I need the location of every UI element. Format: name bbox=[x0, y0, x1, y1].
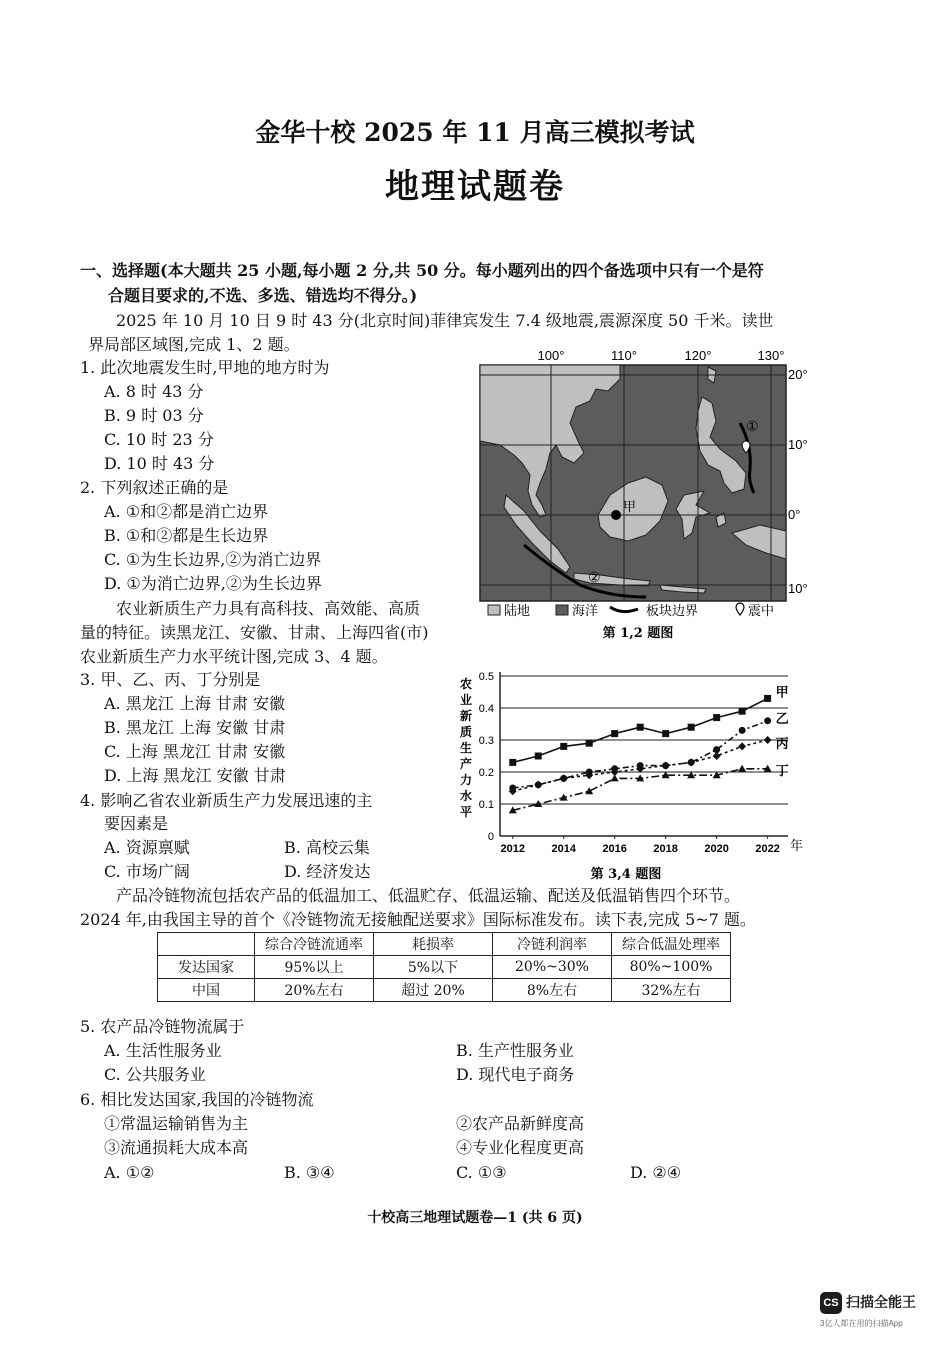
table-row bbox=[158, 979, 731, 1002]
lon-label: 130° bbox=[757, 348, 785, 363]
q2-option-a: A. ①和②都是消亡边界 bbox=[104, 502, 269, 521]
map-area bbox=[480, 365, 786, 601]
q5-stem: 5. 农产品冷链物流属于 bbox=[80, 1017, 245, 1036]
q1-option-a: A. 8 时 43 分 bbox=[104, 382, 204, 401]
legend-land-label: 陆地 bbox=[504, 604, 531, 619]
data-point-丙 bbox=[662, 762, 670, 770]
data-point-丙 bbox=[534, 781, 542, 789]
q5-option-d: D. 现代电子商务 bbox=[456, 1065, 575, 1084]
x-tick-labels bbox=[501, 836, 780, 855]
table-header-cell: 耗损率 bbox=[374, 933, 493, 956]
section-instruction-line1: 一、选择题(本大题共 25 小题,每小题 2 分,共 50 分。每小题列出的四个备选项中只有一个是符 bbox=[80, 261, 764, 280]
table-cell: 32%左右 bbox=[612, 979, 731, 1002]
data-point-甲 bbox=[535, 753, 542, 760]
map-figure bbox=[470, 345, 808, 645]
y-axis-title-char: 产 bbox=[460, 757, 473, 771]
x-axis-label: 年 bbox=[790, 839, 804, 854]
table-header-cell bbox=[158, 933, 255, 956]
x-tick-label: 2020 bbox=[704, 843, 729, 855]
table-cell: 发达国家 bbox=[158, 956, 255, 979]
table-cell: 超过 20% bbox=[374, 979, 493, 1002]
y-axis-title-char: 生 bbox=[460, 741, 473, 755]
series-label-丙: 丙 bbox=[775, 737, 789, 752]
data-point-甲 bbox=[764, 695, 771, 702]
data-point-甲 bbox=[739, 708, 746, 715]
intro-q3-4-line2: 量的特征。读黑龙江、安徽、甘肃、上海四省(市) bbox=[80, 623, 429, 642]
label-jia: 甲 bbox=[623, 500, 637, 515]
cold-chain-table bbox=[157, 932, 731, 1002]
q6-stem: 6. 相比发达国家,我国的冷链物流 bbox=[80, 1090, 314, 1109]
q4-option-b: B. 高校云集 bbox=[284, 838, 370, 857]
q6-option-d: D. ②④ bbox=[630, 1163, 682, 1182]
scanner-tagline: 3亿人都在用的扫描App bbox=[820, 1319, 903, 1328]
y-axis-title-char: 质 bbox=[460, 725, 473, 739]
label-boundary-2: ② bbox=[588, 570, 601, 586]
page-footer: 十校高三地理试题卷—1 (共 6 页) bbox=[367, 1210, 583, 1226]
data-point-甲 bbox=[662, 730, 669, 737]
y-tick-labels bbox=[479, 671, 494, 843]
y-tick-label: 0 bbox=[487, 831, 494, 843]
chart-series bbox=[509, 685, 789, 813]
q6-option-c: C. ①③ bbox=[456, 1163, 507, 1182]
q4-stem-line1: 4. 影响乙省农业新质生产力发展迅速的主 bbox=[80, 791, 373, 810]
legend-boundary-swatch bbox=[610, 607, 638, 612]
q3-option-a: A. 黑龙江 上海 甘肃 安徽 bbox=[104, 694, 285, 713]
lat-label: 10° bbox=[788, 581, 808, 596]
y-axis-title-char: 农 bbox=[460, 677, 473, 691]
data-point-丙 bbox=[560, 774, 568, 782]
data-point-甲 bbox=[611, 730, 618, 737]
q1-stem: 1. 此次地震发生时,甲地的地方时为 bbox=[80, 358, 330, 377]
data-point-乙 bbox=[764, 717, 771, 724]
intro-q1-2-line1: 2025 年 10 月 10 日 9 时 43 分(北京时间)菲律宾发生 7.4 级地震,震源深度 50 千米。读世 bbox=[116, 311, 774, 330]
table-header-row bbox=[158, 933, 731, 956]
table-cell: 5%以下 bbox=[374, 956, 493, 979]
x-tick-label: 2018 bbox=[653, 843, 678, 855]
data-point-乙 bbox=[739, 727, 746, 734]
q2-option-d: D. ①为消亡边界,②为生长边界 bbox=[104, 574, 322, 593]
series-label-丁: 丁 bbox=[775, 763, 789, 779]
section-instruction-line2: 合题目要求的,不选、多选、错选均不得分。) bbox=[108, 286, 418, 305]
q6-statement-1: ①常温运输销售为主 bbox=[104, 1114, 249, 1133]
q6-statement-4: ④专业化程度更高 bbox=[456, 1138, 585, 1157]
exam-title: 金华十校 2025 年 11 月高三模拟考试 bbox=[255, 118, 695, 147]
q4-stem-line2: 要因素是 bbox=[104, 814, 169, 833]
y-axis-title-char: 业 bbox=[460, 693, 473, 707]
data-point-丁 bbox=[738, 765, 746, 772]
table-header-cell: 冷链利润率 bbox=[493, 933, 612, 956]
q6-statement-3: ③流通损耗大成本高 bbox=[104, 1138, 249, 1157]
y-axis-title-char: 新 bbox=[460, 709, 473, 723]
data-point-丙 bbox=[764, 736, 772, 744]
lat-label: 0° bbox=[788, 507, 801, 522]
lon-label: 110° bbox=[611, 348, 637, 363]
legend-ocean-swatch bbox=[556, 605, 568, 615]
intro-q3-4-line3: 农业新质生产力水平统计图,完成 3、4 题。 bbox=[80, 647, 388, 666]
y-tick-label: 0.2 bbox=[478, 767, 494, 779]
table-cell: 20%左右 bbox=[255, 979, 374, 1002]
legend-epicenter-icon bbox=[736, 603, 744, 615]
y-axis-title-char: 力 bbox=[460, 773, 473, 787]
y-axis-title bbox=[460, 676, 472, 819]
y-tick-label: 0.4 bbox=[478, 703, 494, 715]
q1-option-b: B. 9 时 03 分 bbox=[104, 406, 204, 425]
data-point-甲 bbox=[509, 759, 516, 766]
table-cell: 中国 bbox=[158, 979, 255, 1002]
data-point-丁 bbox=[585, 787, 593, 794]
legend-ocean-label: 海洋 bbox=[572, 604, 599, 619]
data-point-丙 bbox=[687, 758, 695, 766]
data-point-丁 bbox=[611, 774, 619, 781]
data-point-丙 bbox=[713, 752, 721, 760]
q1-option-d: D. 10 时 43 分 bbox=[104, 454, 215, 473]
y-tick-label: 0.5 bbox=[478, 671, 494, 683]
map-caption: 第 1,2 题图 bbox=[602, 626, 674, 641]
q5-option-a: A. 生活性服务业 bbox=[104, 1041, 222, 1060]
data-point-丙 bbox=[738, 742, 746, 750]
q2-stem: 2. 下列叙述正确的是 bbox=[80, 478, 229, 497]
table-header-cell: 综合冷链流通率 bbox=[255, 933, 374, 956]
q6-option-b: B. ③④ bbox=[284, 1163, 335, 1182]
table-cell: 8%左右 bbox=[493, 979, 612, 1002]
series-label-乙: 乙 bbox=[775, 711, 789, 727]
lat-label: 20° bbox=[788, 367, 808, 382]
intro-q1-2-line2: 界局部区域图,完成 1、2 题。 bbox=[88, 335, 300, 354]
legend-boundary-label: 板块边界 bbox=[646, 604, 699, 619]
q6-statement-2: ②农产品新鲜度高 bbox=[456, 1114, 585, 1133]
lat-label: 10° bbox=[788, 437, 808, 452]
intro-q5-7-line1: 产品冷链物流包括农产品的低温加工、低温贮存、低温运输、配送及低温销售四个环节。 bbox=[116, 886, 741, 905]
series-label-甲: 甲 bbox=[775, 685, 789, 701]
lon-label: 120° bbox=[684, 348, 712, 363]
q2-option-c: C. ①为生长边界,②为消亡边界 bbox=[104, 550, 322, 569]
intro-q3-4-line1: 农业新质生产力具有高科技、高效能、高质 bbox=[116, 599, 421, 618]
line-chart bbox=[448, 664, 818, 886]
q1-option-c: C. 10 时 23 分 bbox=[104, 430, 214, 449]
label-boundary-1: ① bbox=[746, 419, 759, 435]
point-jia bbox=[611, 510, 621, 520]
y-axis-title-char: 水 bbox=[460, 789, 473, 803]
data-point-甲 bbox=[586, 740, 593, 747]
q5-option-c: C. 公共服务业 bbox=[104, 1065, 206, 1084]
q4-option-d: D. 经济发达 bbox=[284, 862, 371, 881]
y-axis-title-char: 平 bbox=[460, 805, 473, 819]
data-point-甲 bbox=[637, 724, 644, 731]
data-point-甲 bbox=[688, 724, 695, 731]
table-header-cell: 综合低温处理率 bbox=[612, 933, 731, 956]
q3-option-b: B. 黑龙江 上海 安徽 甘肃 bbox=[104, 718, 286, 737]
y-tick-label: 0.3 bbox=[478, 735, 494, 747]
x-tick-label: 2014 bbox=[551, 843, 576, 855]
table-cell: 80%~100% bbox=[612, 956, 731, 979]
q3-option-c: C. 上海 黑龙江 甘肃 安徽 bbox=[104, 742, 286, 761]
data-point-甲 bbox=[713, 714, 720, 721]
table-cell: 95%以上 bbox=[255, 956, 374, 979]
y-tick-label: 0.1 bbox=[478, 799, 494, 811]
intro-q5-7-line2: 2024 年,由我国主导的首个《冷链物流无接触配送要求》国际标准发布。读下表,完成 5~7 题。 bbox=[80, 910, 756, 929]
q4-option-a: A. 资源禀赋 bbox=[104, 838, 190, 857]
x-tick-label: 2012 bbox=[500, 843, 525, 855]
lon-label: 100° bbox=[537, 348, 565, 363]
table-row bbox=[158, 956, 731, 979]
scanner-name: 扫描全能王 bbox=[846, 1294, 916, 1310]
legend-epicenter-label: 震中 bbox=[748, 604, 775, 619]
q4-option-c: C. 市场广阔 bbox=[104, 862, 190, 881]
x-tick-label: 2016 bbox=[602, 843, 627, 855]
q5-option-b: B. 生产性服务业 bbox=[456, 1041, 574, 1060]
scanner-logo: CS bbox=[820, 1292, 842, 1314]
q3-option-d: D. 上海 黑龙江 安徽 甘肃 bbox=[104, 766, 286, 785]
q2-option-b: B. ①和②都是生长边界 bbox=[104, 526, 269, 545]
data-point-甲 bbox=[560, 743, 567, 750]
paper-title: 地理试题卷 bbox=[385, 167, 565, 207]
q3-stem: 3. 甲、乙、丙、丁分别是 bbox=[80, 670, 261, 689]
legend-land-swatch bbox=[488, 605, 500, 615]
table-cell: 20%~30% bbox=[493, 956, 612, 979]
chart-caption: 第 3,4 题图 bbox=[590, 867, 662, 882]
q6-option-a: A. ①② bbox=[104, 1163, 155, 1182]
map-legend bbox=[488, 603, 774, 619]
x-tick-label: 2022 bbox=[755, 843, 780, 855]
